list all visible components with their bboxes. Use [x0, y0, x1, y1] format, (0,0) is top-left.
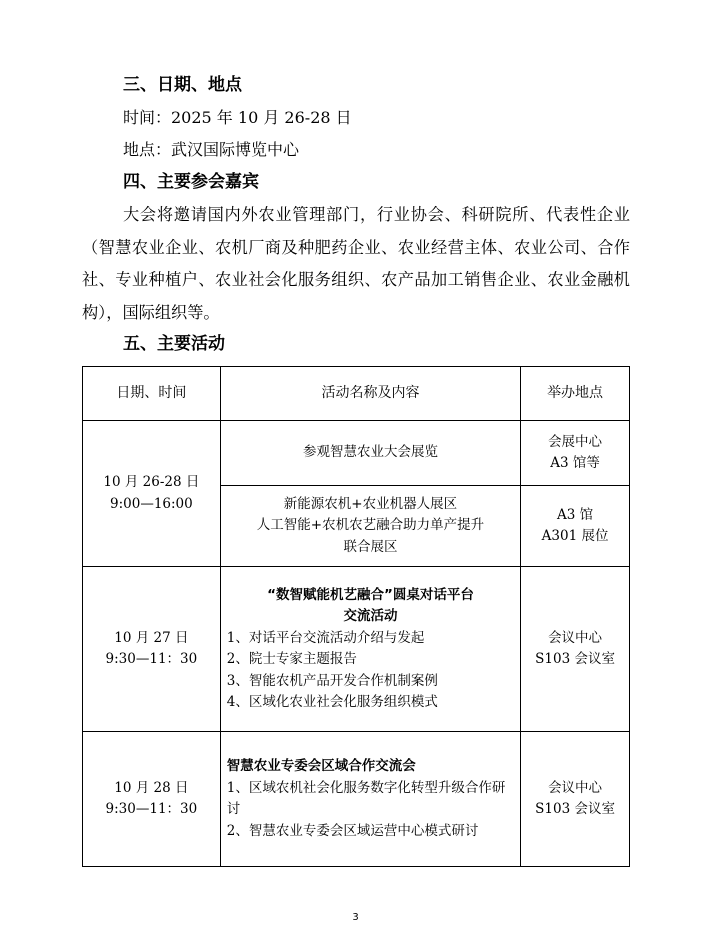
row1-location-a1: 会展中心 — [548, 433, 603, 450]
row3-activity — [220, 732, 520, 867]
row1-location-b — [521, 486, 630, 567]
row1-location-a — [521, 421, 630, 486]
row3-item-2: 2、智慧农业专委会区域运营中心模式研讨 — [226, 822, 479, 839]
row3-location2: S103 会议室 — [535, 801, 615, 817]
header-location: 举办地点 — [521, 367, 630, 421]
row1-date-cell — [83, 421, 221, 567]
row2-item-1: 1、对话平台交流活动介绍与发起 — [226, 629, 425, 646]
guests-paragraph: 大会将邀请国内外农业管理部门，行业协会、科研院所、代表性企业（智慧农业企业、农机厂商及种肥药企业、农业经营主体、农业公司、合作社、专业种植户、农业社会化服务组织、农产品加工销售企业、农业金融机构），国际组织等。 — [82, 205, 630, 322]
table-header-row — [83, 367, 630, 421]
section-3-heading: 三、日期、地点 — [123, 75, 242, 95]
row1-location-b1: A3 馆 — [557, 506, 594, 523]
row2-location — [521, 567, 630, 732]
row1-location-b2: A301 展位 — [541, 528, 609, 544]
row2-location2: S103 会议室 — [535, 651, 615, 667]
table-row — [83, 732, 630, 867]
row2-time: 9:30—11：30 — [105, 651, 198, 667]
row2-date-cell — [83, 567, 221, 732]
header-date: 日期、时间 — [83, 367, 221, 421]
row3-location1: 会议中心 — [548, 779, 603, 796]
row1-activity-a: 参观智慧农业大会展览 — [220, 421, 520, 486]
section-4-heading: 四、主要参会嘉宾 — [123, 172, 259, 192]
row3-date-cell — [83, 732, 221, 867]
row3-title: 智慧农业专委会区域合作交流会 — [226, 758, 416, 774]
row1-date: 10 月 26-28 日 — [103, 474, 200, 490]
row3-location — [521, 732, 630, 867]
row2-item-4: 4、区域化农业社会化服务组织模式 — [226, 694, 438, 710]
header-activity: 活动名称及内容 — [220, 367, 520, 421]
table-row — [83, 421, 630, 486]
row1-time: 9:00—16:00 — [110, 495, 193, 512]
row2-item-2: 2、院士专家主题报告 — [226, 651, 357, 667]
row3-date: 10 月 28 日 — [114, 779, 189, 796]
row1-location-a2: A3 馆等 — [550, 455, 600, 471]
row1-activity-b3: 联合展区 — [343, 538, 398, 555]
activities-table — [82, 366, 630, 867]
row1-activity-b2: 人工智能+农机农艺融合助力单产提升 — [256, 517, 485, 534]
row3-item-1: 1、区域农机社会化服务数字化转型升级合作研讨 — [226, 779, 506, 817]
row2-activity — [220, 567, 520, 732]
row2-title1: “数智赋能机艺融合”圆桌对话平台 — [267, 586, 474, 603]
section-5-heading: 五、主要活动 — [123, 334, 225, 354]
row3-time: 9:30—11：30 — [105, 801, 198, 817]
row2-location1: 会议中心 — [548, 629, 603, 646]
table-row — [83, 567, 630, 732]
row2-date: 10 月 27 日 — [114, 629, 189, 646]
event-place: 地点：武汉国际博览中心 — [123, 140, 300, 159]
row1-activity-b — [220, 486, 520, 567]
event-time: 时间：2025 年 10 月 26-28 日 — [123, 108, 352, 127]
row1-activity-b1: 新能源农机+农业机器人展区 — [283, 495, 458, 512]
row2-title2: 交流活动 — [343, 608, 398, 624]
row2-item-3: 3、智能农机产品开发合作机制案例 — [226, 672, 438, 689]
page-number: 3 — [352, 912, 359, 923]
